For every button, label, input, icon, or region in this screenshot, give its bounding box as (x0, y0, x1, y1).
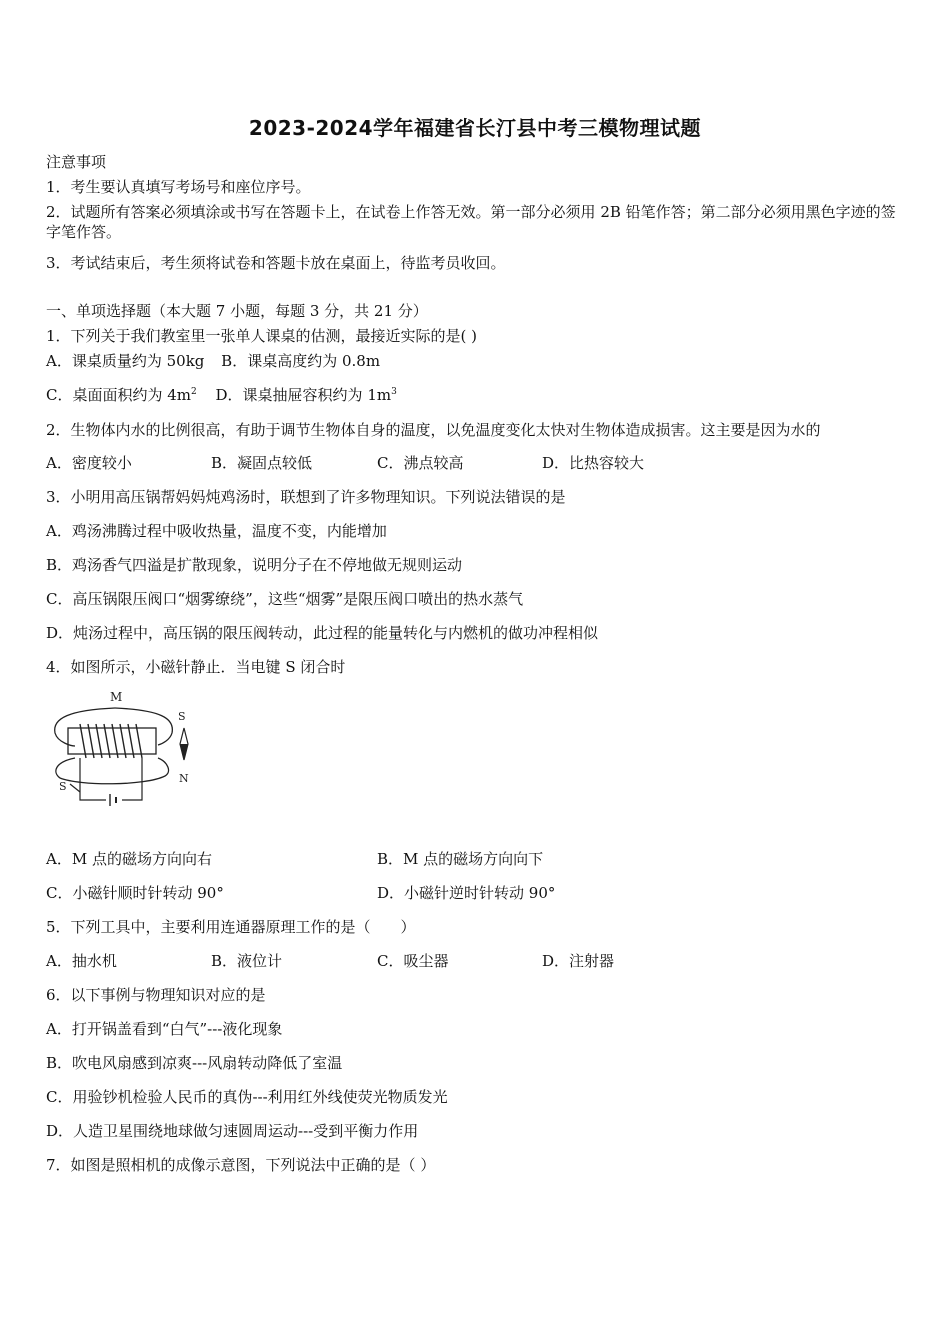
page-title: 2023-2024学年福建省长汀县中考三模物理试题 (248, 116, 702, 140)
notice-item: 1．考生要认真填写考场号和座位序号。 (46, 178, 311, 196)
switch-lever (70, 784, 80, 792)
compass-needle-n (180, 744, 188, 760)
option-a: A．打开锅盖看到“白气”---液化现象 (46, 1020, 283, 1038)
option-d: D．人造卫星围绕地球做匀速圆周运动---受到平衡力作用 (46, 1122, 419, 1140)
question-4-options-row-1 (46, 849, 906, 869)
question-2-options (46, 453, 906, 473)
option-b: B．课桌高度约为 0.8m (221, 352, 381, 370)
option-b: B．液位计 (211, 952, 283, 970)
question-1-options-row-2 (46, 385, 397, 405)
field-line-lower (56, 758, 169, 784)
option-d: D．比热容较大 (542, 454, 645, 472)
question-4-options-row-2 (46, 883, 906, 903)
option-c: C．用验钞机检验人民币的真伪---利用红外线使荧光物质发光 (46, 1088, 448, 1106)
notice-heading: 注意事项 (46, 153, 107, 171)
option-b: B．吹电风扇感到凉爽---风扇转动降低了室温 (46, 1054, 343, 1072)
option-c: C．小磁针顺时针转动 90° (46, 884, 224, 902)
option-d: D．炖汤过程中，高压锅的限压阀转动，此过程的能量转化与内燃机的做功冲程相似 (46, 624, 599, 642)
option-c: C．吸尘器 (377, 952, 449, 970)
question-stem-7: 7．如图是照相机的成像示意图，下列说法中正确的是（ ） (46, 1156, 436, 1174)
question-5-options (46, 951, 906, 971)
electromagnet-figure (50, 688, 210, 813)
option-b: B．M 点的磁场方向向下 (377, 850, 544, 868)
label-n-bottom: N (179, 772, 189, 785)
option-c: C．沸点较高 (377, 454, 464, 472)
option-b: B．鸡汤香气四溢是扩散现象，说明分子在不停地做无规则运动 (46, 556, 463, 574)
notice-item: 3．考试结束后，考生须将试卷和答题卡放在桌面上，待监考员收回。 (46, 254, 506, 272)
question-stem-6: 6．以下事例与物理知识对应的是 (46, 986, 266, 1004)
label-switch: S (59, 780, 67, 793)
option-a: A．抽水机 (46, 952, 117, 970)
notice-item: 2．试题所有答案必须填涂或书写在答题卡上，在试卷上作答无效。第一部分必须用 2B 铅笔作答；第二部分必须用黑色字迹的签字笔作答。 (46, 203, 896, 241)
section-heading: 一、单项选择题（本大题 7 小题，每题 3 分，共 21 分） (46, 302, 428, 320)
option-d: D．课桌抽屉容积约为 $1m^3$ (215, 386, 397, 404)
option-a: A．M 点的磁场方向向右 (46, 850, 212, 868)
option-c: C．高压锅限压阀口“烟雾缭绕”，这些“烟雾”是限压阀口喷出的热水蒸气 (46, 590, 524, 608)
field-line-upper (55, 708, 115, 746)
coil (80, 724, 142, 758)
option-b: B．凝固点较低 (211, 454, 313, 472)
option-a: A．课桌质量约为 50kg (46, 352, 205, 370)
circuit-wire-right (122, 758, 142, 800)
circuit-wire-left (80, 758, 106, 800)
question-stem-4: 4．如图所示，小磁针静止．当电键 S 闭合时 (46, 658, 346, 676)
option-d: D．注射器 (542, 952, 615, 970)
label-m: M (110, 690, 123, 704)
option-a: A．密度较小 (46, 454, 132, 472)
question-1-options-row-1 (46, 351, 380, 371)
question-stem-5: 5．下列工具中，主要利用连通器原理工作的是（ ） (46, 918, 416, 936)
question-stem-1: 1．下列关于我们教室里一张单人课桌的估测，最接近实际的是( ) (46, 327, 478, 345)
option-a: A．鸡汤沸腾过程中吸收热量，温度不变，内能增加 (46, 522, 387, 540)
label-s-top: S (178, 710, 186, 723)
question-stem-3: 3．小明用高压锅帮妈妈炖鸡汤时，联想到了许多物理知识。下列说法错误的是 (46, 488, 566, 506)
field-line-upper-right (115, 708, 172, 745)
option-d: D．小磁针逆时针转动 90° (377, 884, 556, 902)
question-stem-2: 2．生物体内水的比例很高，有助于调节生物体自身的温度，以免温度变化太快对生物体造成损害。这主要是因为水的 (46, 421, 821, 439)
option-c: C．桌面面积约为 $4m^2$ (46, 386, 197, 404)
